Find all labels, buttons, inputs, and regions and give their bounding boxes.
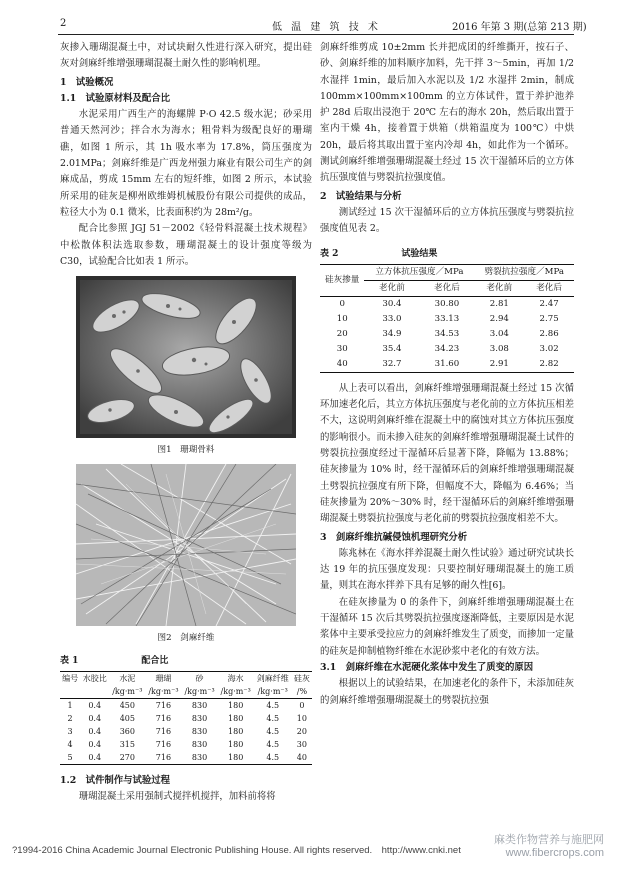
copyright-footer: ?1994-2016 China Academic Journal Electronic Publishing House. All rights reserved. http://www.cnki.net [12,845,461,856]
table-cell: 30.80 [434,298,460,309]
table-1-header: 珊瑚 [145,672,181,686]
table-cell: 180 [228,701,244,711]
table-row [320,327,574,342]
issue-info: 2016 年第 3 期(总第 213 期) [452,22,587,33]
table-1-unit: /kg·m⁻³ [254,685,292,699]
table-cell: 31.60 [419,357,474,373]
table-cell: 0.4 [88,740,102,750]
table-row [60,725,312,738]
table-1-header: 海水 [218,672,254,686]
table-1-unit: /kg·m⁻³ [218,685,254,699]
table-1-header: 剑麻纤维 [254,672,292,686]
table-cell: 4.5 [266,714,280,724]
table-cell: 180 [228,727,244,737]
figure-2-caption: 图2 剑麻纤维 [157,633,215,644]
table-row [320,357,574,373]
table-cell: 270 [109,751,145,765]
figure-coral-aggregate [76,276,296,438]
materials-paragraph: 水泥采用广西生产的海螺牌 P·O 42.5 级水泥；砂采用普通天然河沙；拌合水为海水；粗骨料为级配良好的珊瑚礁，如图 1 所示，其 1h 吸水率为 17.8%，筒压强度为 2.01MPa；剑麻纤维是广西龙州强力麻业有限公司生产的剑麻成品，剪成 15mm 左右的短纤维，如图 2 所示，本试验所采用的硅灰是柳州欧维姆机械股份有限公司提供的成品，粒径大小为 0.1 微米，比表面积约为 28m²/g。 [60,109,312,218]
table-cell: 0 [299,701,305,711]
table-1-unit [80,685,109,699]
coral-aggregate-photo [76,276,296,438]
table-cell: 830 [182,751,218,765]
table-cell: 40 [292,751,312,765]
table-cell: 716 [155,740,172,750]
section-2-heading: 2 试验结果与分析 [320,190,402,202]
table-cell: 4.5 [254,751,292,765]
table-cell: 2 [67,714,73,724]
table-2-subheader: 老化前 [364,280,419,296]
results-intro-paragraph: 测试经过 15 次干湿循环后的立方体抗压强度与劈裂抗拉强度值见表 2。 [320,206,574,235]
table-cell: 830 [191,727,208,737]
table-cell: 0.4 [88,727,102,737]
table-cell: 830 [191,701,208,711]
table-cell: 0.4 [88,701,102,711]
table-cell: 2.81 [489,298,509,309]
specimen-paragraph: 珊瑚混凝土采用强制式搅拌机搅拌，加料前将将 [78,791,276,803]
table-cell: 3.08 [489,343,509,354]
table-cell: 5 [60,751,80,765]
table-row [60,712,312,725]
silica-paragraph: 在硅灰掺量为 0 的条件下，剑麻纤维增强珊瑚混凝土在干湿循环 15 次后其劈裂抗拉强度逐渐降低，主要原因是水泥浆体中主要承受拉应力的剑麻纤维发生了质变，而掺加一定量的硅灰是抑制植物纤维在水泥砂浆中老化的有效方法。 [320,596,574,657]
table-1-header-row [60,672,312,686]
section-1-1-heading: 1.1 试验原材料及配合比 [60,92,171,104]
table-cell: 33.0 [382,313,402,324]
table-1-unit: /kg·m⁻³ [109,685,145,699]
figure-1-caption: 图1 珊瑚骨料 [157,445,215,456]
table-1-header: 水胶比 [80,672,109,686]
table-cell: 2.86 [539,328,559,339]
section-1-heading: 1 试验概况 [60,76,114,88]
page-header [0,12,618,32]
table-cell: 30 [296,740,307,750]
table-cell: 450 [119,701,135,711]
table-cell: 180 [218,751,254,765]
table-row [320,312,574,327]
table-cell: 2.94 [489,313,509,324]
table-cell: 180 [228,714,244,724]
table-cell: 34.9 [382,328,402,339]
table-cell: 0.4 [88,714,102,724]
watermark-line-1: 麻类作物营养与施肥网 [494,834,604,846]
table-cell: 32.7 [364,357,419,373]
table-cell: 3.02 [539,343,559,354]
table-cell: 3 [67,727,73,737]
table-cell: 180 [228,740,244,750]
right-column [320,40,574,709]
test-results-table [320,264,574,373]
table-cell: 2.91 [474,357,524,373]
mix-ratio-paragraph: 配合比参照 JGJ 51－2002《轻骨料混凝土技术规程》中松散体积法选取参数，珊瑚混凝土的设计强度等级为 C30，试验配合比如表 1 所示。 [60,223,312,267]
table-cell: 4.5 [266,701,280,711]
table-cell: 360 [119,727,135,737]
table-cell: 40 [320,357,364,373]
section-1-2-heading: 1.2 试件制作与试验过程 [60,775,171,787]
table-cell: 33.13 [434,313,460,324]
sisal-fiber-photo [76,464,296,626]
table-cell: 830 [191,714,208,724]
header-rule [58,34,574,35]
table-cell: 716 [155,727,172,737]
table-cell: 4 [67,740,73,750]
conclusion-paragraph: 根据以上的试验结果，在加速老化的条件下，未添加硅灰的剑麻纤维增强珊瑚混凝土的劈裂抗拉强 [320,678,574,706]
table-cell: 716 [155,714,172,724]
table-row [60,738,312,751]
table-2-header-tensile: 劈裂抗拉强度／MPa [474,264,574,280]
section-3-heading: 3 剑麻纤维抗碱侵蚀机理研究分析 [320,531,468,543]
table-cell: 10 [336,313,348,324]
table-cell: 30 [336,343,348,354]
table-cell: 4.5 [266,727,280,737]
table-row [60,751,312,765]
table-cell: 10 [296,714,307,724]
table-cell: 716 [145,751,181,765]
table-cell: 34.53 [434,328,460,339]
table-2-header-silica: 硅灰掺量 [320,264,364,296]
table-cell: 34.23 [434,343,460,354]
table-row [60,699,312,713]
table-2-subheader: 老化后 [419,280,474,296]
table-cell: 315 [119,740,135,750]
table-1-header: 硅灰 [292,672,312,686]
table-cell: 2.47 [539,298,559,309]
table-cell: 0 [339,298,345,309]
watermark [494,834,604,860]
table-cell: 2.75 [539,313,559,324]
watermark-line-2: www.fibercrops.com [505,847,604,859]
table-2-header-compressive: 立方体抗压强度／MPa [364,264,474,280]
table-1-header: 水泥 [109,672,145,686]
table-1-unit: /kg·m⁻³ [145,685,181,699]
table-row [320,342,574,357]
procedure-paragraph: 剑麻纤维剪成 10±2mm 长并把成团的纤维撕开，按石子、砂、剑麻纤维的加料顺序加料，先干拌 3～5min，再加 1/2 水湿拌 1min，最后加入水泥以及 1/2 水湿拌 2min，制成 100mm×100mm×100mm 的立方体试件，置于养护池养护 28d 后取出浸泡于 20℃ 左右的海水 20h，然后取出置于室内干燥 4h，接着置于烘箱（烘箱温度为 100℃）中烘 20h，最后将其取出置于室内冷却 4h，如此作为一个循环。测试剑麻纤维增强珊瑚混凝土经过 15 次干湿循环后的立方体抗压强度值与劈裂抗拉强度值。 [320,42,574,184]
table-1-unit-row [60,685,312,699]
table-cell: 0.4 [80,751,109,765]
table-cell: 30.4 [382,298,402,309]
table-cell: 4.5 [266,740,280,750]
table-cell: 716 [155,701,172,711]
table-cell: 830 [191,740,208,750]
chen-paragraph: 陈兆林在《海水拌养混凝土耐久性试验》通过研究试块长达 19 年的抗压强度发现：只要控制好珊瑚混凝土的施工质量，则其在海水拌养下具有足够的耐久性[6]。 [320,547,574,592]
table-1-title: 表 1 配合比 [60,655,169,666]
page-number: 2 [60,18,67,29]
table-1-header: 砂 [182,672,218,686]
intro-paragraph: 灰掺入珊瑚混凝土中，对试块耐久性进行深入研究，提出硅灰对剑麻纤维增强珊瑚混凝土耐久性的影响机理。 [60,42,312,70]
table-cell: 405 [119,714,135,724]
figure-sisal-fiber [76,464,296,626]
table-cell: 20 [296,727,307,737]
section-3-1-heading: 3.1 剑麻纤维在水泥硬化浆体中发生了质变的原因 [320,661,534,673]
table-2-subheader: 老化后 [524,280,574,296]
table-2-group-row [320,264,574,280]
table-cell: 3.04 [489,328,509,339]
table-1-unit: /% [292,685,312,699]
mix-ratio-table [60,671,312,765]
table-2-title: 表 2 试验结果 [320,248,438,259]
table-row [320,296,574,312]
table-cell: 1 [67,701,73,711]
analysis-paragraph: 从上表可以看出，剑麻纤维增强珊瑚混凝土经过 15 次循环加速老化后，其立方体抗压强度与老化前的立方体抗压相差不大，这说明剑麻纤维在混凝土中的腐蚀对其立方体抗压强度的影响很小。而未掺入硅灰的剑麻纤维增强珊瑚混凝土试件的劈裂抗拉强度经过干湿循环后显著下降，降幅为 13.88%；硅灰掺量为 10% 时，经干湿循环后的剑麻纤维增强珊瑚混凝土劈裂抗拉强度有所下降，但幅度不大，降幅为 6.46%；当硅灰掺量为 20%～30% 时，经干湿循环后的剑麻纤维增强珊瑚混凝土劈裂抗拉强度与老化前的劈裂抗拉强度相差不大。 [320,382,574,525]
table-1-unit: /kg·m⁻³ [182,685,218,699]
left-column [60,40,312,806]
table-1-unit [60,685,80,699]
table-1-header: 编号 [60,672,80,686]
table-cell: 35.4 [382,343,402,354]
table-cell: 2.82 [524,357,574,373]
journal-title: 低 温 建 筑 技 术 [272,22,381,33]
table-2-subheader: 老化前 [474,280,524,296]
table-cell: 20 [336,328,348,339]
